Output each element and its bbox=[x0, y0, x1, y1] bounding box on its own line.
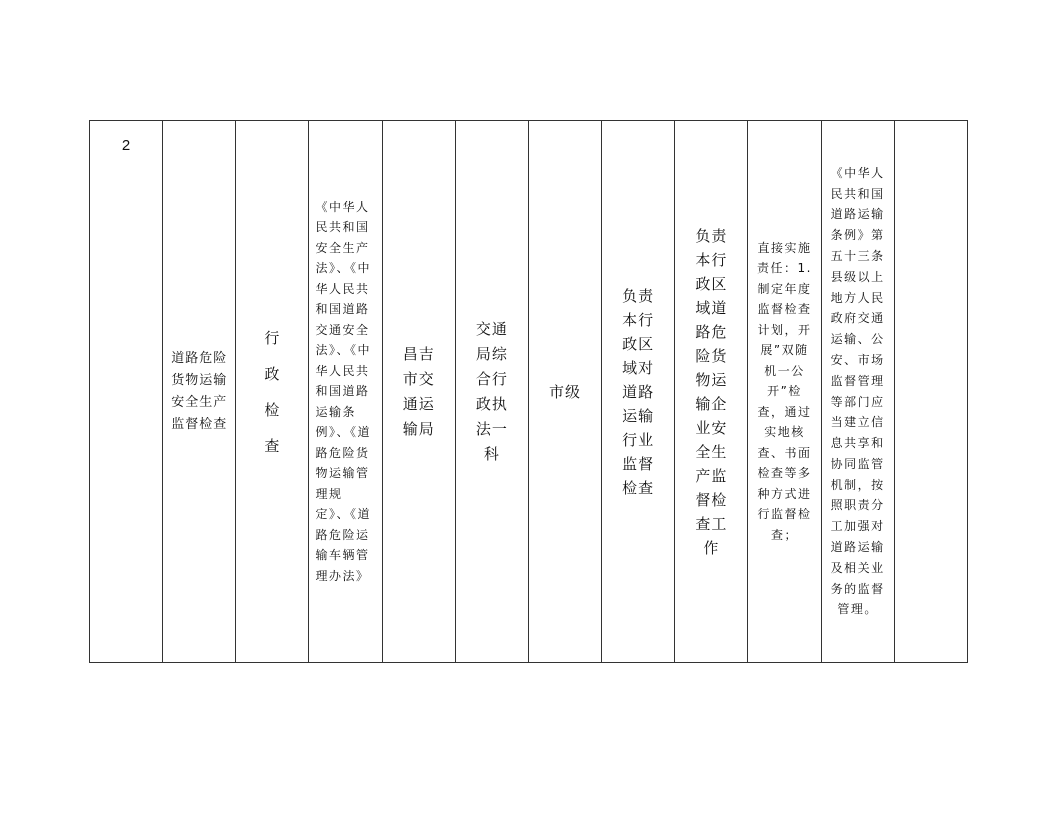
org-cell bbox=[455, 121, 528, 663]
seq-cell bbox=[90, 121, 163, 663]
matter-type: 行政检查 bbox=[264, 328, 281, 455]
resp-cell bbox=[821, 121, 894, 663]
inspection-content: 负责本行政区域对道路运输行业监督检查 bbox=[622, 286, 655, 497]
seq-number: 2 bbox=[121, 137, 131, 154]
execution-level: 市级 bbox=[549, 383, 582, 401]
matter-name: 道路危险货物运输安全生产监督检查 bbox=[171, 350, 228, 432]
remark-cell bbox=[894, 121, 967, 663]
level-cell bbox=[528, 121, 601, 663]
responsibility-table bbox=[89, 120, 968, 663]
legal-basis: 《中华人民共和国安全生产法》、《中华人民共和国道路交通安全法》、《中华人民共和国道路运输条例》、《道路危险货物运输管理规定》、《道路危险运输车辆管理办法》 bbox=[315, 199, 372, 583]
mode-cell bbox=[675, 121, 748, 663]
type-cell bbox=[236, 121, 309, 663]
regulation-citation: 《中华人民共和国道路运输条例》第五十三条县级以上地方人民政府交通运输、公安、市场监督管理等部门应当建立信息共享和协同监管机制，按照职责分工加强对道路运输及相关业务的监督管理。 bbox=[830, 165, 885, 617]
content-cell bbox=[602, 121, 675, 663]
inspection-scope: 负责本行政区域道路危险货物运输企业安全生产监督检查工作 bbox=[695, 226, 728, 557]
table-row bbox=[90, 121, 968, 663]
dept-cell bbox=[382, 121, 455, 663]
matter-name-cell bbox=[163, 121, 236, 663]
duty-description: 直接实施责任：1.制定年度监督检查计划，开展”双随机一公开”检查，通过实地核查、书面检查等多种方式进行监督检查； bbox=[757, 240, 812, 542]
basis-cell bbox=[309, 121, 382, 663]
duty-cell bbox=[748, 121, 821, 663]
implementing-organ: 交通局综合行政执法一科 bbox=[475, 319, 508, 463]
responsible-department: 昌吉市交通运输局 bbox=[402, 344, 435, 438]
